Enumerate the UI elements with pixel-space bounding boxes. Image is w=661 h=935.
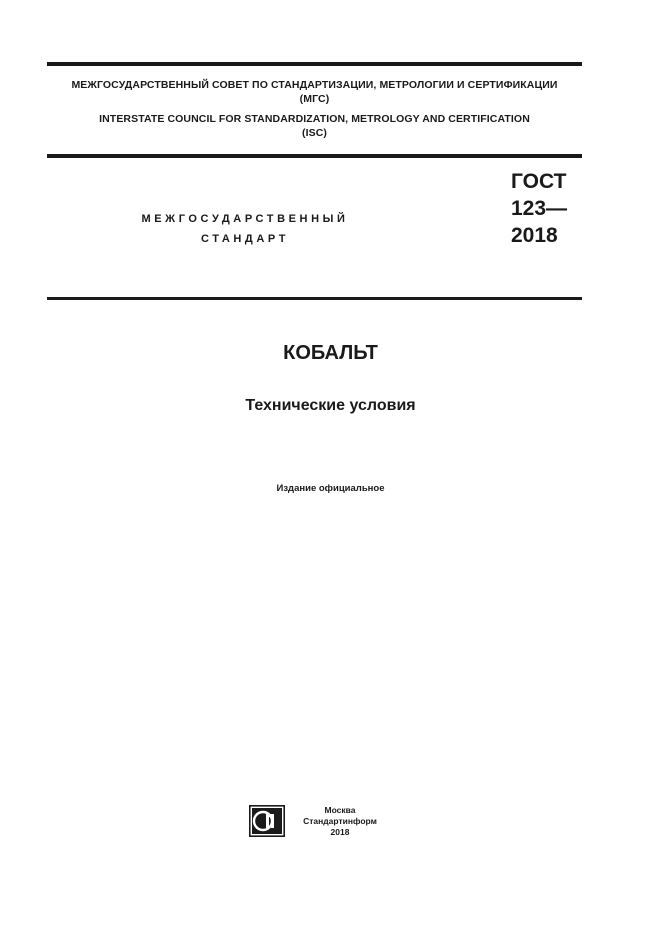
standard-kind — [100, 209, 390, 249]
standartinform-logo-icon — [249, 805, 285, 837]
imprint-publisher: Стандартинформ — [303, 816, 377, 826]
council-ru-name: МЕЖГОСУДАРСТВЕННЫЙ СОВЕТ ПО СТАНДАРТИЗАЦИИ, МЕТРОЛОГИИ И СЕРТИФИКАЦИИ — [71, 79, 558, 91]
document-title: КОБАЛЬТ — [283, 342, 378, 364]
council-en-name: INTERSTATE COUNCIL FOR STANDARDIZATION, METROLOGY AND CERTIFICATION — [99, 113, 530, 125]
gost-code — [511, 168, 567, 249]
imprint-year: 2018 — [330, 827, 350, 837]
imprint-city: Москва — [324, 805, 356, 815]
gost-code-prefix: ГОСТ — [511, 170, 567, 193]
top-rule — [47, 62, 582, 66]
bottom-rule — [47, 297, 582, 300]
gost-code-number: 123— — [511, 197, 568, 220]
standard-kind-line2: СТАНДАРТ — [200, 233, 290, 245]
document-subtitle: Технические условия — [245, 397, 416, 414]
imprint — [292, 805, 388, 838]
middle-rule — [47, 154, 582, 158]
gost-code-year: 2018 — [511, 224, 558, 247]
council-header — [47, 78, 582, 140]
standard-kind-line1: МЕЖГОСУДАРСТВЕННЫЙ — [141, 213, 349, 225]
edition-note: Издание официальное — [276, 483, 385, 494]
council-en-abbr: (ISC) — [302, 127, 327, 139]
council-ru-abbr: (МГС) — [299, 93, 330, 105]
